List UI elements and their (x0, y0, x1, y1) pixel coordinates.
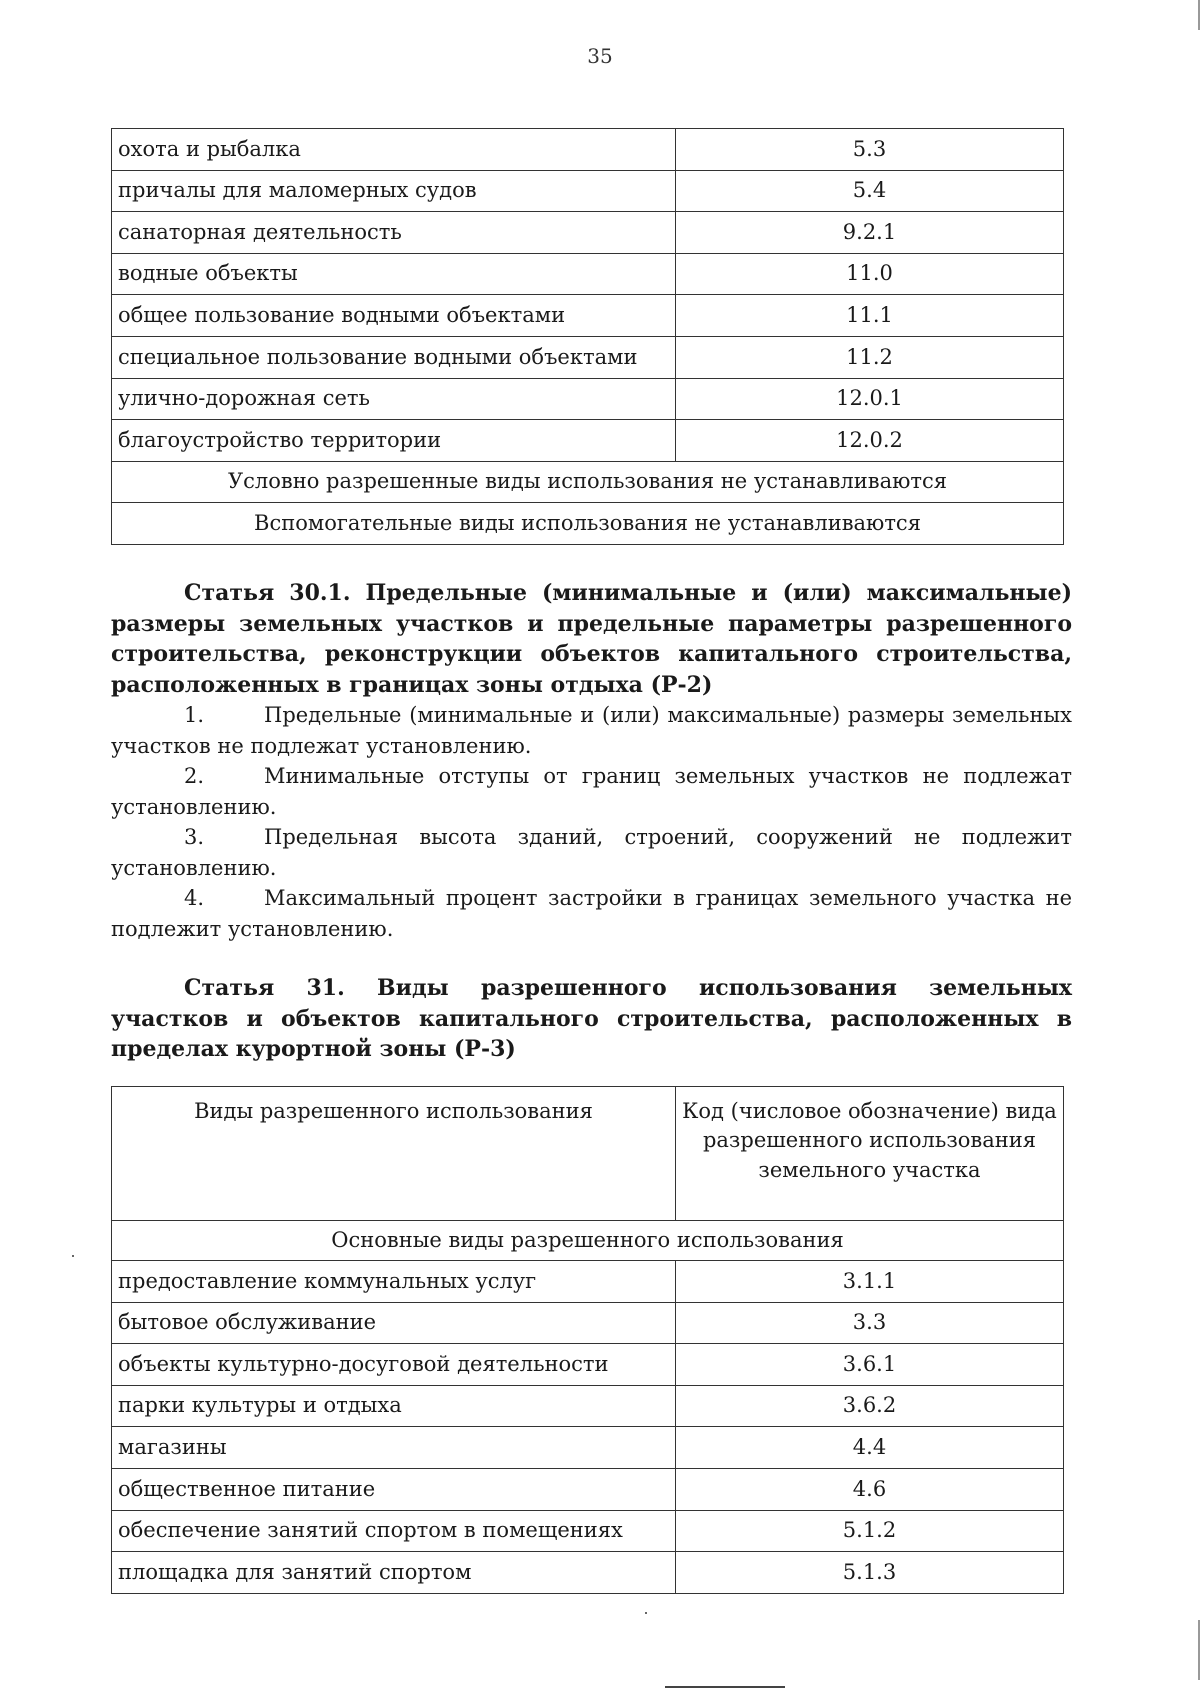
table-row (112, 1552, 1064, 1594)
use-name-cell: объекты культурно-досуговой деятельности (112, 1344, 676, 1386)
item-text: Максимальный процент застройки в границах земельного участка не подлежит установлению. (111, 886, 1072, 941)
table-row (112, 129, 1064, 171)
use-name-cell: санаторная деятельность (112, 212, 676, 254)
article-30-1-item (111, 822, 1072, 884)
table-row (112, 1427, 1064, 1469)
table-row (112, 1468, 1064, 1510)
use-name-cell: специальное пользование водными объектами (112, 336, 676, 378)
table-row (112, 212, 1064, 254)
scan-speck (72, 1255, 74, 1257)
table-row (112, 378, 1064, 420)
section-main-uses: Основные виды разрешенного использования (112, 1221, 1064, 1261)
use-code-cell: 12.0.1 (676, 378, 1064, 420)
auxiliary-uses-row (112, 503, 1064, 545)
use-code-cell: 4.6 (676, 1468, 1064, 1510)
use-code-cell: 5.1.3 (676, 1552, 1064, 1594)
section-row (112, 1221, 1064, 1261)
use-name-cell: площадка для занятий спортом (112, 1552, 676, 1594)
use-code-cell: 11.2 (676, 336, 1064, 378)
table-header-row (112, 1087, 1064, 1221)
use-name-cell: предоставление коммунальных услуг (112, 1261, 676, 1303)
use-code-cell: 11.1 (676, 295, 1064, 337)
table-row (112, 295, 1064, 337)
use-code-cell: 3.1.1 (676, 1261, 1064, 1303)
use-name-cell: охота и рыбалка (112, 129, 676, 171)
table-row (112, 420, 1064, 462)
item-number: 2. (184, 764, 205, 788)
item-text: Предельная высота зданий, строений, сооружений не подлежит установлению. (111, 825, 1072, 880)
item-number: 4. (184, 886, 205, 910)
auxiliary-uses-note: Вспомогательные виды использования не устанавливаются (112, 503, 1064, 545)
zone-r3-uses-table (111, 1086, 1064, 1594)
header-uses: Виды разрешенного использования (112, 1087, 676, 1221)
table-row (112, 253, 1064, 295)
table-row (112, 1261, 1064, 1303)
article-30-1-item (111, 883, 1072, 945)
use-code-cell: 5.4 (676, 170, 1064, 212)
use-name-cell: водные объекты (112, 253, 676, 295)
conditional-uses-note: Условно разрешенные виды использования не устанавливаются (112, 461, 1064, 503)
article-30-1-title: Статья 30.1. Предельные (минимальные и (или) максимальные) размеры земельных участков и предельные параметры разрешенного строительства, реконструкции объектов капитального строительства, расположенных в границах зоны отдыха (Р-2) (111, 580, 1072, 698)
table-row (112, 336, 1064, 378)
table-row (112, 1385, 1064, 1427)
use-code-cell: 11.0 (676, 253, 1064, 295)
conditional-uses-row (112, 461, 1064, 503)
use-code-cell: 12.0.2 (676, 420, 1064, 462)
item-number: 1. (184, 703, 205, 727)
scan-speck (645, 1612, 647, 1614)
use-name-cell: бытовое обслуживание (112, 1302, 676, 1344)
table-row (112, 170, 1064, 212)
use-code-cell: 3.6.1 (676, 1344, 1064, 1386)
zone-r2-uses-table (111, 128, 1064, 545)
item-text: Минимальные отступы от границ земельных участков не подлежат установлению. (111, 764, 1072, 819)
article-31-title: Статья 31. Виды разрешенного использования земельных участков и объектов капитального строительства, расположенных в пределах курортной зоны (Р-3) (111, 975, 1072, 1062)
table-row (112, 1510, 1064, 1552)
use-code-cell: 9.2.1 (676, 212, 1064, 254)
use-name-cell: общественное питание (112, 1468, 676, 1510)
use-name-cell: причалы для маломерных судов (112, 170, 676, 212)
scan-bottom-line (665, 1686, 785, 1688)
use-name-cell: парки культуры и отдыха (112, 1385, 676, 1427)
table-row (112, 1344, 1064, 1386)
use-code-cell: 4.4 (676, 1427, 1064, 1469)
page-number: 35 (587, 44, 613, 68)
use-name-cell: магазины (112, 1427, 676, 1469)
article-30-1-item (111, 700, 1072, 762)
use-name-cell: обеспечение занятий спортом в помещениях (112, 1510, 676, 1552)
use-name-cell: благоустройство территории (112, 420, 676, 462)
use-name-cell: общее пользование водными объектами (112, 295, 676, 337)
article-30-1-item (111, 761, 1072, 823)
use-code-cell: 3.3 (676, 1302, 1064, 1344)
item-text: Предельные (минимальные и (или) максимальные) размеры земельных участков не подлежат установлению. (111, 703, 1072, 758)
use-name-cell: улично-дорожная сеть (112, 378, 676, 420)
use-code-cell: 5.3 (676, 129, 1064, 171)
item-number: 3. (184, 825, 205, 849)
use-code-cell: 5.1.2 (676, 1510, 1064, 1552)
header-code: Код (числовое обозначение) вида разрешенного использования земельного участка (676, 1087, 1064, 1221)
use-code-cell: 3.6.2 (676, 1385, 1064, 1427)
table-row (112, 1302, 1064, 1344)
